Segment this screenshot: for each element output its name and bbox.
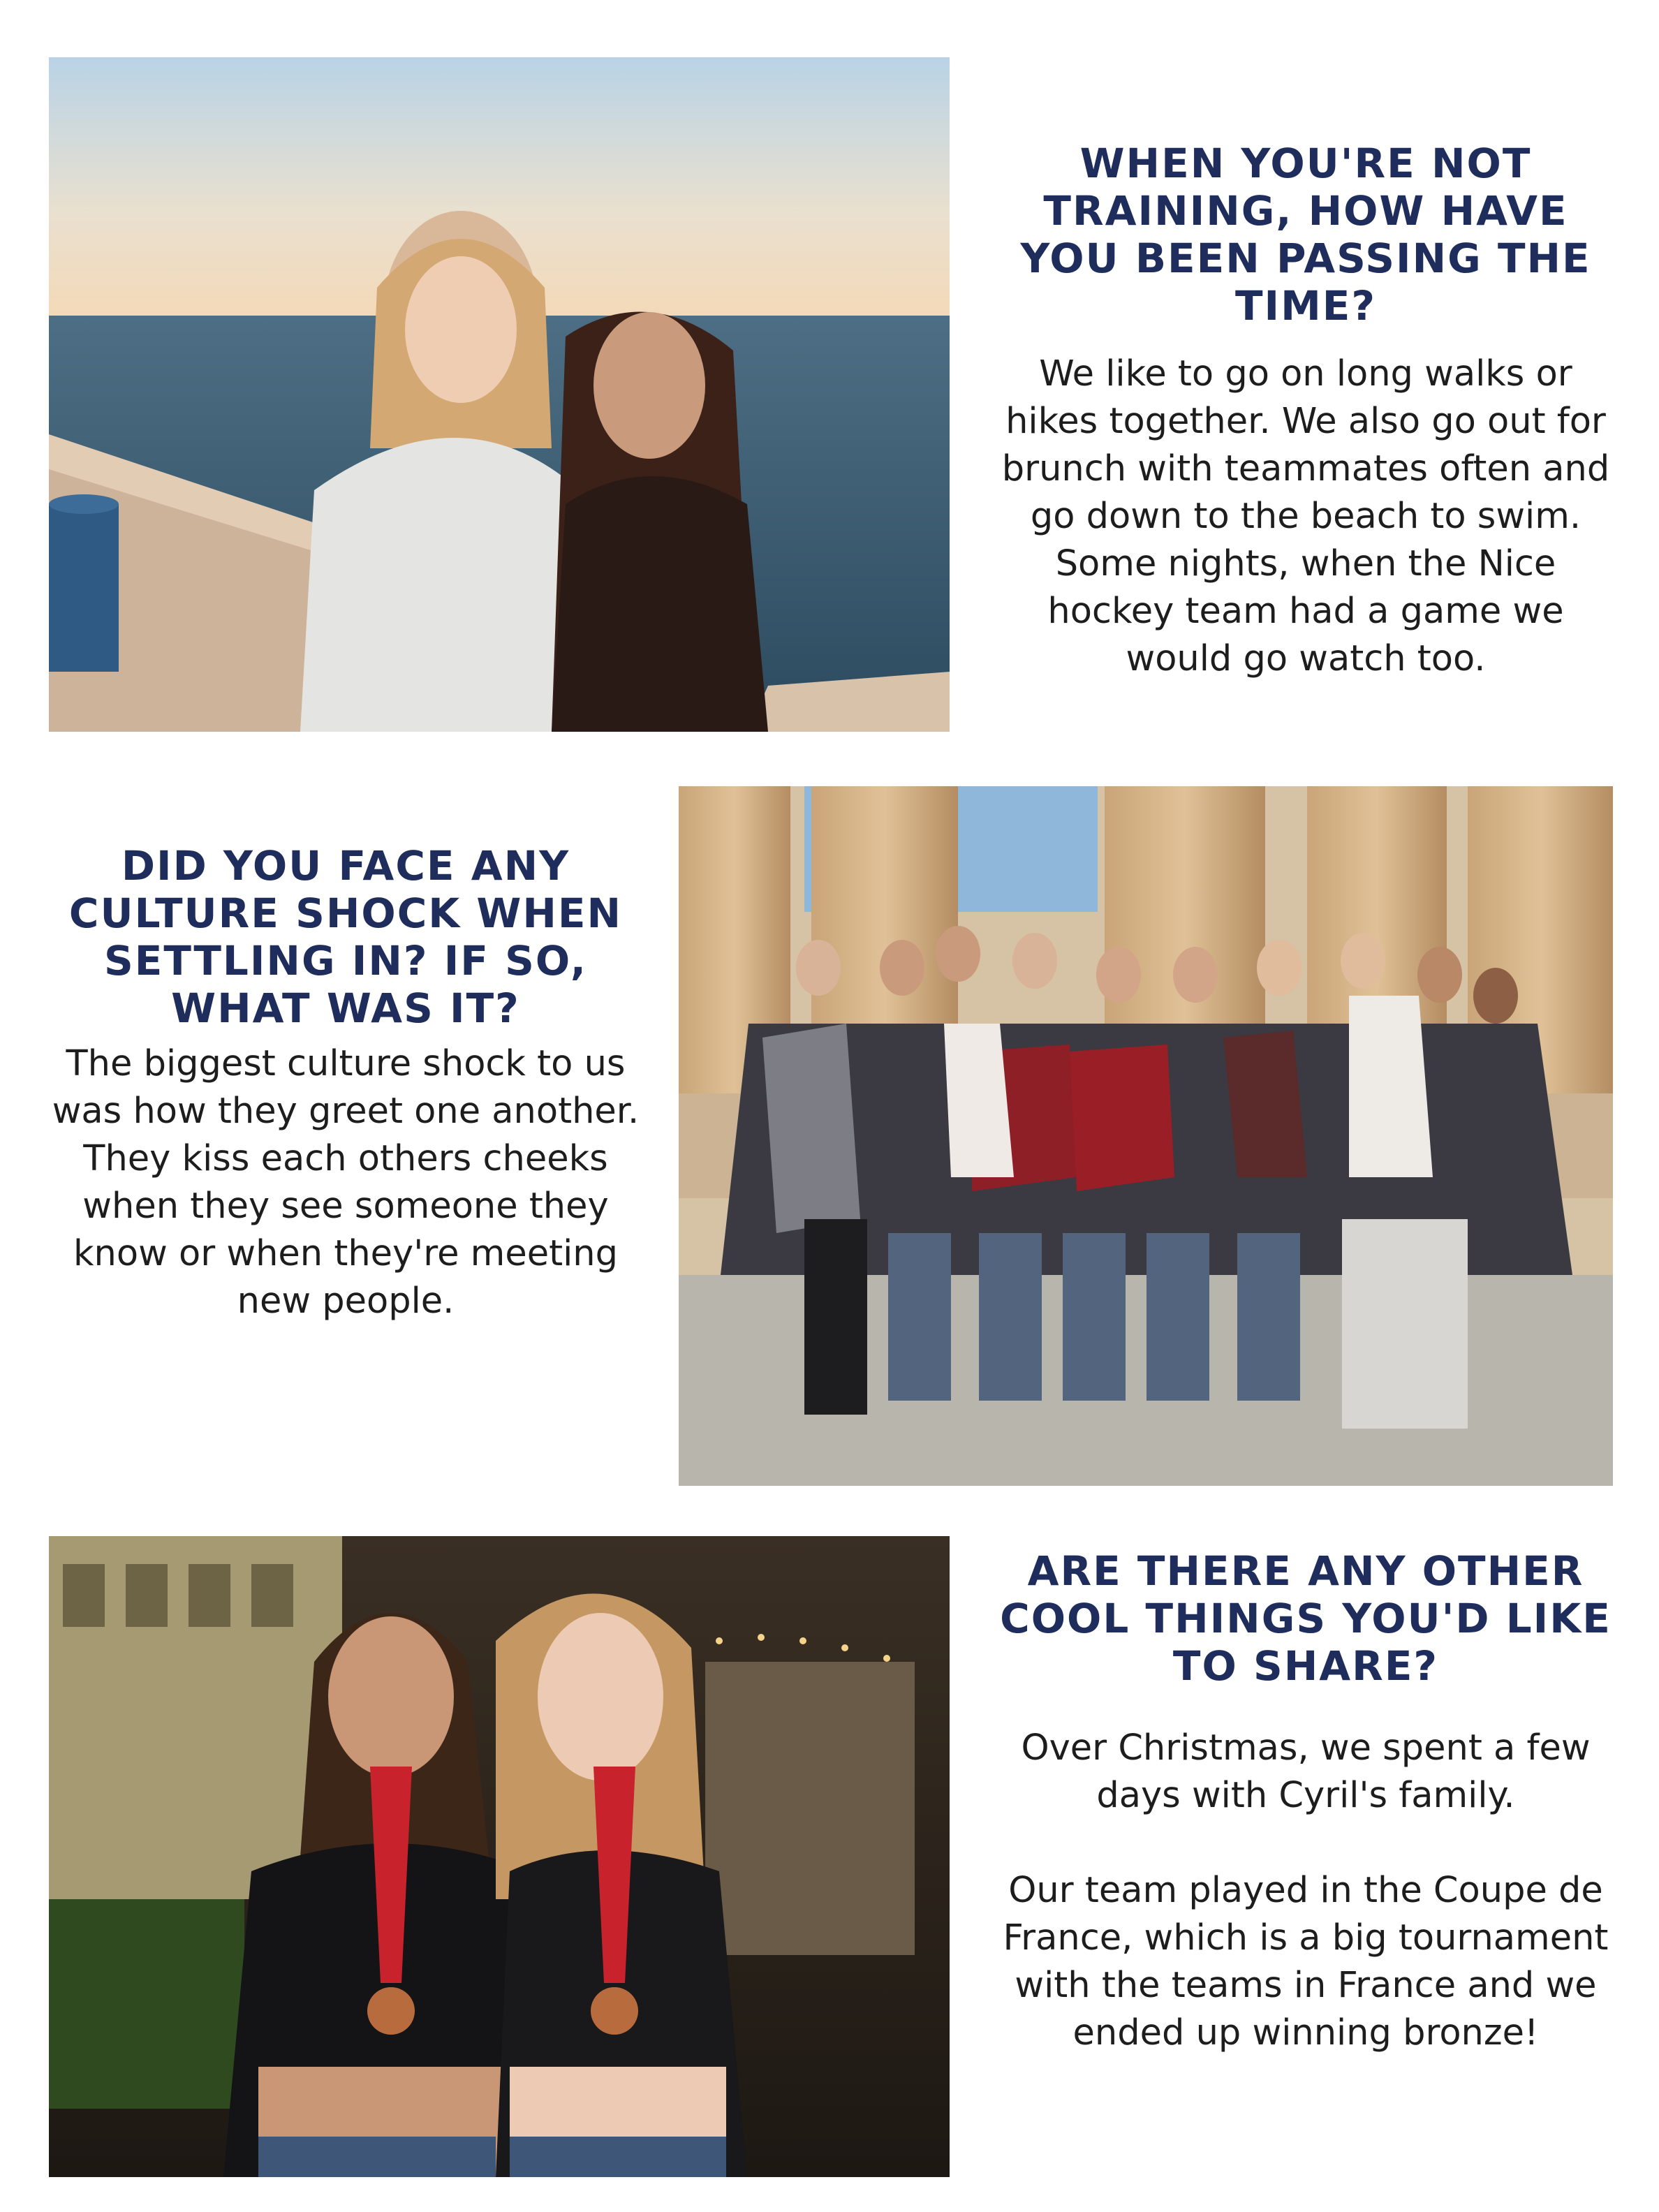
- section-culture-shock: [42, 842, 649, 1325]
- section-body: The biggest culture shock to us was how they greet one another. They kiss each others cheeks when they see someone they know or when they're meeting new people.: [52, 1043, 640, 1322]
- photo-seaside-friends: [49, 57, 950, 732]
- section-cool-things: [991, 1547, 1620, 2057]
- section-heading: ARE THERE ANY OTHER COOL THINGS YOU'D LIKE TO SHARE?: [1000, 1547, 1612, 1690]
- section-body: We like to go on long walks or hikes together. We also go out for brunch with teammates often and go down to the beach to swim. Some nights, when the Nice hockey team had a game we would go watch too.: [1001, 353, 1610, 679]
- paragraph: Over Christmas, we spent a few days with Cyril's family.: [1021, 1727, 1591, 1816]
- photo-team-group: [679, 786, 1613, 1486]
- paragraph: Our team played in the Coupe de France, which is a big tournament with the teams in France and we ended up winning bronze!: [1003, 1870, 1609, 2054]
- section-body: [991, 1725, 1620, 2057]
- photo-bronze-medals: [49, 1536, 950, 2177]
- section-heading: WHEN YOU'RE NOT TRAINING, HOW HAVE YOU BEEN PASSING THE TIME?: [1020, 140, 1591, 330]
- section-free-time: [998, 140, 1613, 683]
- section-heading: DID YOU FACE ANY CULTURE SHOCK WHEN SETTLING IN? IF SO, WHAT WAS IT?: [68, 842, 623, 1032]
